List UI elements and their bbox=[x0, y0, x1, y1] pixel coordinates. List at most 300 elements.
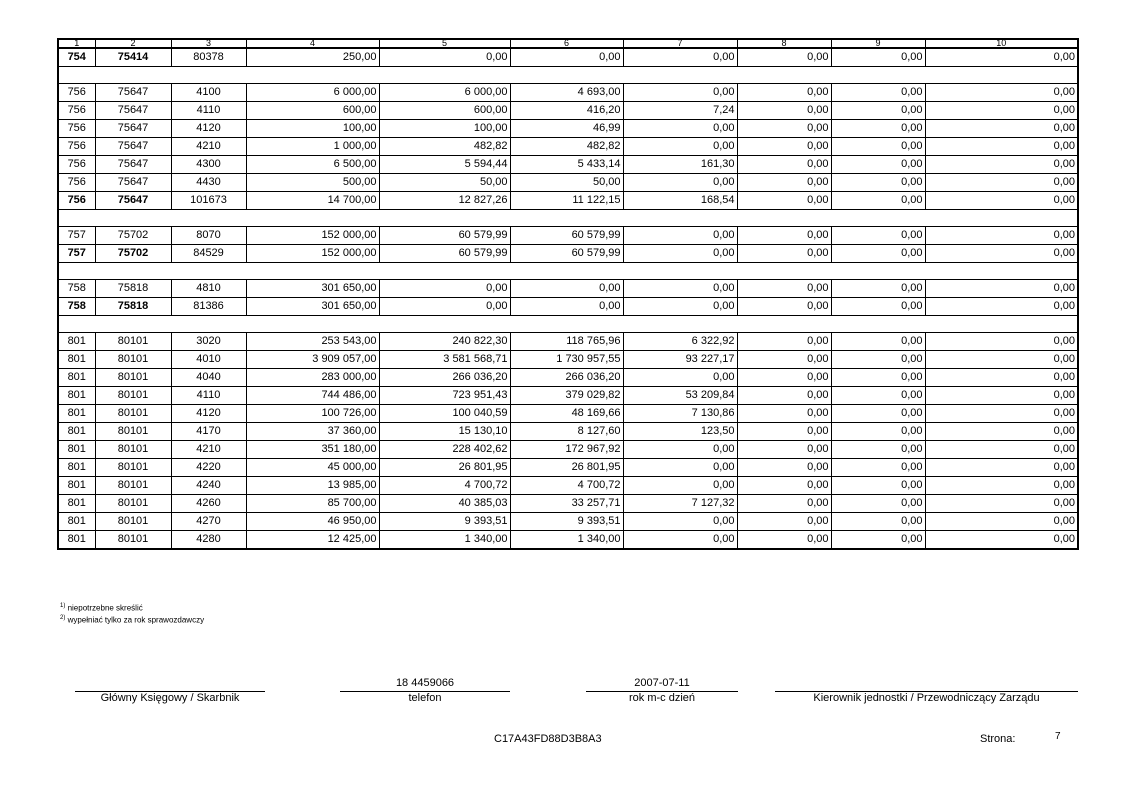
table-cell: 0,00 bbox=[831, 245, 925, 263]
table-cell: 80101 bbox=[95, 423, 171, 441]
table-cell: 6 000,00 bbox=[246, 84, 379, 102]
table-cell: 100,00 bbox=[246, 120, 379, 138]
table-row bbox=[58, 513, 1078, 531]
date-label: rok m-c dzień bbox=[628, 692, 696, 704]
table-cell: 37 360,00 bbox=[246, 423, 379, 441]
table-cell: 0,00 bbox=[737, 477, 831, 495]
table-cell: 801 bbox=[58, 351, 95, 369]
table-subtotal-row bbox=[58, 245, 1078, 263]
table-cell: 600,00 bbox=[246, 102, 379, 120]
table-cell: 75414 bbox=[95, 48, 171, 67]
table-row bbox=[58, 174, 1078, 192]
table-cell: 168,54 bbox=[623, 192, 737, 210]
table-cell: 4040 bbox=[171, 369, 246, 387]
column-header: 3 bbox=[171, 39, 246, 48]
table-subtotal-row bbox=[58, 48, 1078, 67]
table-cell: 75647 bbox=[95, 174, 171, 192]
column-header: 9 bbox=[831, 39, 925, 48]
table-cell: 0,00 bbox=[925, 387, 1078, 405]
separator-cell bbox=[58, 263, 1078, 280]
table-cell: 0,00 bbox=[831, 156, 925, 174]
table-cell: 0,00 bbox=[831, 387, 925, 405]
table-cell: 75647 bbox=[95, 84, 171, 102]
table-cell: 11 122,15 bbox=[510, 192, 623, 210]
table-cell: 0,00 bbox=[925, 227, 1078, 245]
table-cell: 40 385,03 bbox=[379, 495, 510, 513]
table-cell: 4300 bbox=[171, 156, 246, 174]
table-cell: 0,00 bbox=[831, 351, 925, 369]
table-cell: 801 bbox=[58, 387, 95, 405]
table-cell: 60 579,99 bbox=[510, 245, 623, 263]
table-cell: 80101 bbox=[95, 387, 171, 405]
table-cell: 4 693,00 bbox=[510, 84, 623, 102]
table-cell: 0,00 bbox=[831, 495, 925, 513]
table-cell: 0,00 bbox=[925, 298, 1078, 316]
table-cell: 3 581 568,71 bbox=[379, 351, 510, 369]
table-cell: 0,00 bbox=[831, 423, 925, 441]
column-header: 1 bbox=[58, 39, 95, 48]
table-cell: 0,00 bbox=[737, 245, 831, 263]
table-cell: 801 bbox=[58, 477, 95, 495]
table-cell: 801 bbox=[58, 531, 95, 550]
table-cell: 0,00 bbox=[925, 333, 1078, 351]
table-cell: 75702 bbox=[95, 245, 171, 263]
table-cell: 416,20 bbox=[510, 102, 623, 120]
footnote-2 bbox=[60, 614, 204, 625]
table-cell: 75647 bbox=[95, 138, 171, 156]
table-cell: 0,00 bbox=[831, 174, 925, 192]
table-row bbox=[58, 387, 1078, 405]
table-row bbox=[58, 459, 1078, 477]
table-cell: 757 bbox=[58, 245, 95, 263]
table-cell: 0,00 bbox=[737, 387, 831, 405]
table-cell: 0,00 bbox=[737, 84, 831, 102]
table-cell: 4120 bbox=[171, 405, 246, 423]
table-cell: 0,00 bbox=[831, 531, 925, 550]
table-cell: 0,00 bbox=[737, 174, 831, 192]
table-cell: 0,00 bbox=[925, 495, 1078, 513]
table-cell: 7,24 bbox=[623, 102, 737, 120]
report-table-wrapper bbox=[57, 38, 1077, 550]
table-separator-row bbox=[58, 316, 1078, 333]
table-cell: 0,00 bbox=[925, 459, 1078, 477]
table-cell: 0,00 bbox=[831, 477, 925, 495]
table-cell: 0,00 bbox=[925, 369, 1078, 387]
table-cell: 0,00 bbox=[831, 138, 925, 156]
table-cell: 0,00 bbox=[623, 84, 737, 102]
table-cell: 0,00 bbox=[510, 280, 623, 298]
table-cell: 0,00 bbox=[737, 120, 831, 138]
table-row bbox=[58, 227, 1078, 245]
table-cell: 7 127,32 bbox=[623, 495, 737, 513]
table-cell: 0,00 bbox=[737, 405, 831, 423]
table-row bbox=[58, 531, 1078, 550]
table-cell: 101673 bbox=[171, 192, 246, 210]
table-row bbox=[58, 369, 1078, 387]
table-cell: 12 827,26 bbox=[379, 192, 510, 210]
table-cell: 756 bbox=[58, 102, 95, 120]
table-cell: 0,00 bbox=[737, 369, 831, 387]
column-header: 2 bbox=[95, 39, 171, 48]
table-cell: 0,00 bbox=[737, 333, 831, 351]
table-separator-row bbox=[58, 67, 1078, 84]
table-cell: 13 985,00 bbox=[246, 477, 379, 495]
table-cell: 1 730 957,55 bbox=[510, 351, 623, 369]
table-row bbox=[58, 405, 1078, 423]
table-cell: 757 bbox=[58, 227, 95, 245]
table-row bbox=[58, 138, 1078, 156]
table-cell: 80101 bbox=[95, 441, 171, 459]
table-cell: 85 700,00 bbox=[246, 495, 379, 513]
table-cell: 7 130,86 bbox=[623, 405, 737, 423]
table-cell: 240 822,30 bbox=[379, 333, 510, 351]
table-cell: 60 579,99 bbox=[379, 227, 510, 245]
table-cell: 756 bbox=[58, 174, 95, 192]
table-cell: 301 650,00 bbox=[246, 298, 379, 316]
table-cell: 4120 bbox=[171, 120, 246, 138]
separator-cell bbox=[58, 210, 1078, 227]
table-cell: 0,00 bbox=[623, 477, 737, 495]
footnote-1 bbox=[60, 602, 143, 613]
table-cell: 1 340,00 bbox=[510, 531, 623, 550]
table-cell: 80101 bbox=[95, 369, 171, 387]
manager-label: Kierownik jednostki / Przewodniczący Zarządu bbox=[813, 692, 1040, 704]
table-cell: 75647 bbox=[95, 156, 171, 174]
table-cell: 801 bbox=[58, 495, 95, 513]
accountant-signature bbox=[75, 691, 265, 704]
table-cell: 50,00 bbox=[510, 174, 623, 192]
table-cell: 301 650,00 bbox=[246, 280, 379, 298]
table-cell: 46 950,00 bbox=[246, 513, 379, 531]
table-cell: 0,00 bbox=[623, 369, 737, 387]
table-cell: 0,00 bbox=[831, 280, 925, 298]
table-cell: 172 967,92 bbox=[510, 441, 623, 459]
table-cell: 0,00 bbox=[510, 48, 623, 67]
table-cell: 15 130,10 bbox=[379, 423, 510, 441]
document-code: C17A43FD88D3B8A3 bbox=[494, 733, 602, 745]
table-cell: 0,00 bbox=[831, 84, 925, 102]
table-cell: 0,00 bbox=[737, 138, 831, 156]
table-separator-row bbox=[58, 210, 1078, 227]
table-cell: 0,00 bbox=[379, 298, 510, 316]
table-cell: 0,00 bbox=[925, 192, 1078, 210]
table-cell: 0,00 bbox=[623, 120, 737, 138]
table-cell: 801 bbox=[58, 459, 95, 477]
date-field bbox=[586, 691, 738, 704]
table-row bbox=[58, 477, 1078, 495]
table-cell: 0,00 bbox=[737, 423, 831, 441]
table-cell: 0,00 bbox=[737, 441, 831, 459]
table-cell: 80101 bbox=[95, 513, 171, 531]
table-cell: 8 127,60 bbox=[510, 423, 623, 441]
table-cell: 0,00 bbox=[925, 531, 1078, 550]
table-cell: 756 bbox=[58, 138, 95, 156]
table-cell: 0,00 bbox=[737, 298, 831, 316]
table-cell: 0,00 bbox=[737, 495, 831, 513]
table-cell: 26 801,95 bbox=[510, 459, 623, 477]
table-cell: 9 393,51 bbox=[510, 513, 623, 531]
report-table bbox=[57, 38, 1079, 550]
table-cell: 0,00 bbox=[925, 120, 1078, 138]
table-cell: 756 bbox=[58, 84, 95, 102]
table-cell: 744 486,00 bbox=[246, 387, 379, 405]
table-cell: 0,00 bbox=[379, 48, 510, 67]
footnote-1-text: niepotrzebne skreślić bbox=[67, 603, 143, 613]
phone-value: 18 4459066 bbox=[395, 677, 455, 689]
table-cell: 351 180,00 bbox=[246, 441, 379, 459]
table-cell: 0,00 bbox=[831, 298, 925, 316]
table-cell: 80101 bbox=[95, 531, 171, 550]
table-cell: 758 bbox=[58, 280, 95, 298]
table-cell: 0,00 bbox=[737, 531, 831, 550]
footnote-2-text: wypełniać tylko za rok sprawozdawczy bbox=[67, 615, 205, 625]
table-cell: 0,00 bbox=[925, 351, 1078, 369]
table-cell: 100 726,00 bbox=[246, 405, 379, 423]
table-row bbox=[58, 333, 1078, 351]
table-cell: 80101 bbox=[95, 495, 171, 513]
table-cell: 4430 bbox=[171, 174, 246, 192]
table-row bbox=[58, 280, 1078, 298]
table-cell: 0,00 bbox=[737, 156, 831, 174]
table-cell: 0,00 bbox=[925, 405, 1078, 423]
table-cell: 253 543,00 bbox=[246, 333, 379, 351]
table-cell: 0,00 bbox=[925, 102, 1078, 120]
column-header: 10 bbox=[925, 39, 1078, 48]
table-cell: 0,00 bbox=[623, 513, 737, 531]
table-cell: 118 765,96 bbox=[510, 333, 623, 351]
table-cell: 75702 bbox=[95, 227, 171, 245]
accountant-label: Główny Księgowy / Skarbnik bbox=[100, 692, 240, 704]
table-cell: 500,00 bbox=[246, 174, 379, 192]
table-cell: 0,00 bbox=[623, 174, 737, 192]
table-cell: 0,00 bbox=[831, 441, 925, 459]
report-table-body bbox=[58, 39, 1078, 549]
table-cell: 0,00 bbox=[925, 513, 1078, 531]
table-cell: 0,00 bbox=[831, 48, 925, 67]
table-row bbox=[58, 495, 1078, 513]
table-cell: 0,00 bbox=[925, 156, 1078, 174]
table-cell: 60 579,99 bbox=[510, 227, 623, 245]
table-cell: 0,00 bbox=[623, 298, 737, 316]
table-cell: 0,00 bbox=[925, 138, 1078, 156]
table-cell: 8070 bbox=[171, 227, 246, 245]
table-cell: 283 000,00 bbox=[246, 369, 379, 387]
table-cell: 0,00 bbox=[737, 280, 831, 298]
table-cell: 266 036,20 bbox=[379, 369, 510, 387]
table-cell: 4110 bbox=[171, 387, 246, 405]
table-subtotal-row bbox=[58, 192, 1078, 210]
table-row bbox=[58, 120, 1078, 138]
table-cell: 482,82 bbox=[510, 138, 623, 156]
table-row bbox=[58, 441, 1078, 459]
table-cell: 0,00 bbox=[925, 174, 1078, 192]
table-cell: 75647 bbox=[95, 192, 171, 210]
table-cell: 1 340,00 bbox=[379, 531, 510, 550]
table-cell: 80101 bbox=[95, 459, 171, 477]
table-cell: 75818 bbox=[95, 298, 171, 316]
table-cell: 80101 bbox=[95, 333, 171, 351]
table-cell: 758 bbox=[58, 298, 95, 316]
table-cell: 6 322,92 bbox=[623, 333, 737, 351]
column-header: 4 bbox=[246, 39, 379, 48]
table-cell: 0,00 bbox=[737, 459, 831, 477]
table-cell: 801 bbox=[58, 423, 95, 441]
table-cell: 0,00 bbox=[623, 227, 737, 245]
table-cell: 0,00 bbox=[925, 441, 1078, 459]
table-cell: 5 433,14 bbox=[510, 156, 623, 174]
table-cell: 80101 bbox=[95, 351, 171, 369]
table-cell: 33 257,71 bbox=[510, 495, 623, 513]
table-row bbox=[58, 84, 1078, 102]
table-cell: 0,00 bbox=[623, 48, 737, 67]
table-cell: 0,00 bbox=[737, 227, 831, 245]
table-cell: 6 000,00 bbox=[379, 84, 510, 102]
table-cell: 0,00 bbox=[831, 459, 925, 477]
separator-cell bbox=[58, 316, 1078, 333]
table-cell: 123,50 bbox=[623, 423, 737, 441]
table-row bbox=[58, 102, 1078, 120]
table-cell: 801 bbox=[58, 369, 95, 387]
table-cell: 228 402,62 bbox=[379, 441, 510, 459]
table-cell: 75647 bbox=[95, 120, 171, 138]
column-header: 8 bbox=[737, 39, 831, 48]
table-cell: 3 909 057,00 bbox=[246, 351, 379, 369]
table-cell: 26 801,95 bbox=[379, 459, 510, 477]
table-cell: 60 579,99 bbox=[379, 245, 510, 263]
column-header: 7 bbox=[623, 39, 737, 48]
date-value: 2007-07-11 bbox=[634, 677, 690, 689]
table-cell: 600,00 bbox=[379, 102, 510, 120]
table-cell: 4170 bbox=[171, 423, 246, 441]
table-cell: 0,00 bbox=[737, 351, 831, 369]
table-cell: 723 951,43 bbox=[379, 387, 510, 405]
column-header: 6 bbox=[510, 39, 623, 48]
table-cell: 12 425,00 bbox=[246, 531, 379, 550]
page-label: Strona: bbox=[980, 733, 1016, 745]
table-cell: 801 bbox=[58, 405, 95, 423]
table-cell: 100,00 bbox=[379, 120, 510, 138]
table-cell: 4810 bbox=[171, 280, 246, 298]
table-subtotal-row bbox=[58, 298, 1078, 316]
table-cell: 0,00 bbox=[831, 369, 925, 387]
table-cell: 0,00 bbox=[831, 227, 925, 245]
table-cell: 14 700,00 bbox=[246, 192, 379, 210]
table-cell: 801 bbox=[58, 441, 95, 459]
table-cell: 4210 bbox=[171, 138, 246, 156]
table-cell: 0,00 bbox=[831, 120, 925, 138]
table-cell: 4240 bbox=[171, 477, 246, 495]
table-cell: 0,00 bbox=[831, 192, 925, 210]
table-cell: 0,00 bbox=[623, 531, 737, 550]
table-header-row bbox=[58, 39, 1078, 48]
table-cell: 4260 bbox=[171, 495, 246, 513]
table-cell: 5 594,44 bbox=[379, 156, 510, 174]
table-cell: 754 bbox=[58, 48, 95, 67]
table-cell: 4270 bbox=[171, 513, 246, 531]
page-number: 7 bbox=[1055, 731, 1061, 742]
table-cell: 0,00 bbox=[925, 280, 1078, 298]
table-cell: 9 393,51 bbox=[379, 513, 510, 531]
table-cell: 756 bbox=[58, 120, 95, 138]
table-row bbox=[58, 423, 1078, 441]
table-cell: 6 500,00 bbox=[246, 156, 379, 174]
table-cell: 4280 bbox=[171, 531, 246, 550]
table-cell: 756 bbox=[58, 156, 95, 174]
table-cell: 1 000,00 bbox=[246, 138, 379, 156]
table-cell: 0,00 bbox=[623, 138, 737, 156]
table-cell: 379 029,82 bbox=[510, 387, 623, 405]
table-cell: 0,00 bbox=[623, 441, 737, 459]
table-cell: 84529 bbox=[171, 245, 246, 263]
manager-signature bbox=[775, 691, 1078, 704]
table-cell: 0,00 bbox=[925, 423, 1078, 441]
table-cell: 80101 bbox=[95, 405, 171, 423]
table-cell: 0,00 bbox=[925, 477, 1078, 495]
table-cell: 80378 bbox=[171, 48, 246, 67]
table-cell: 0,00 bbox=[510, 298, 623, 316]
table-cell: 0,00 bbox=[925, 48, 1078, 67]
table-cell: 0,00 bbox=[623, 280, 737, 298]
table-cell: 0,00 bbox=[831, 102, 925, 120]
table-row bbox=[58, 156, 1078, 174]
table-cell: 4110 bbox=[171, 102, 246, 120]
separator-cell bbox=[58, 67, 1078, 84]
table-cell: 93 227,17 bbox=[623, 351, 737, 369]
table-cell: 0,00 bbox=[737, 192, 831, 210]
table-cell: 100 040,59 bbox=[379, 405, 510, 423]
table-cell: 250,00 bbox=[246, 48, 379, 67]
table-cell: 0,00 bbox=[379, 280, 510, 298]
table-cell: 75647 bbox=[95, 102, 171, 120]
table-cell: 0,00 bbox=[623, 245, 737, 263]
table-cell: 80101 bbox=[95, 477, 171, 495]
table-cell: 53 209,84 bbox=[623, 387, 737, 405]
table-cell: 0,00 bbox=[831, 405, 925, 423]
table-cell: 0,00 bbox=[831, 333, 925, 351]
table-cell: 482,82 bbox=[379, 138, 510, 156]
table-cell: 50,00 bbox=[379, 174, 510, 192]
phone-field bbox=[340, 691, 510, 704]
table-cell: 0,00 bbox=[737, 513, 831, 531]
table-cell: 0,00 bbox=[737, 48, 831, 67]
table-separator-row bbox=[58, 263, 1078, 280]
table-cell: 4010 bbox=[171, 351, 246, 369]
table-cell: 81386 bbox=[171, 298, 246, 316]
table-cell: 801 bbox=[58, 333, 95, 351]
table-cell: 0,00 bbox=[925, 245, 1078, 263]
table-cell: 0,00 bbox=[831, 513, 925, 531]
table-cell: 4 700,72 bbox=[510, 477, 623, 495]
footnote-1-mark: 1) bbox=[60, 603, 66, 609]
table-cell: 4220 bbox=[171, 459, 246, 477]
table-row bbox=[58, 351, 1078, 369]
table-cell: 756 bbox=[58, 192, 95, 210]
table-cell: 45 000,00 bbox=[246, 459, 379, 477]
table-cell: 0,00 bbox=[737, 102, 831, 120]
footnote-2-mark: 2) bbox=[60, 615, 66, 621]
column-header: 5 bbox=[379, 39, 510, 48]
table-cell: 4 700,72 bbox=[379, 477, 510, 495]
phone-label: telefon bbox=[408, 692, 442, 704]
table-cell: 4100 bbox=[171, 84, 246, 102]
table-cell: 4210 bbox=[171, 441, 246, 459]
table-cell: 266 036,20 bbox=[510, 369, 623, 387]
table-cell: 48 169,66 bbox=[510, 405, 623, 423]
table-cell: 0,00 bbox=[623, 459, 737, 477]
table-cell: 152 000,00 bbox=[246, 227, 379, 245]
table-cell: 46,99 bbox=[510, 120, 623, 138]
table-cell: 3020 bbox=[171, 333, 246, 351]
